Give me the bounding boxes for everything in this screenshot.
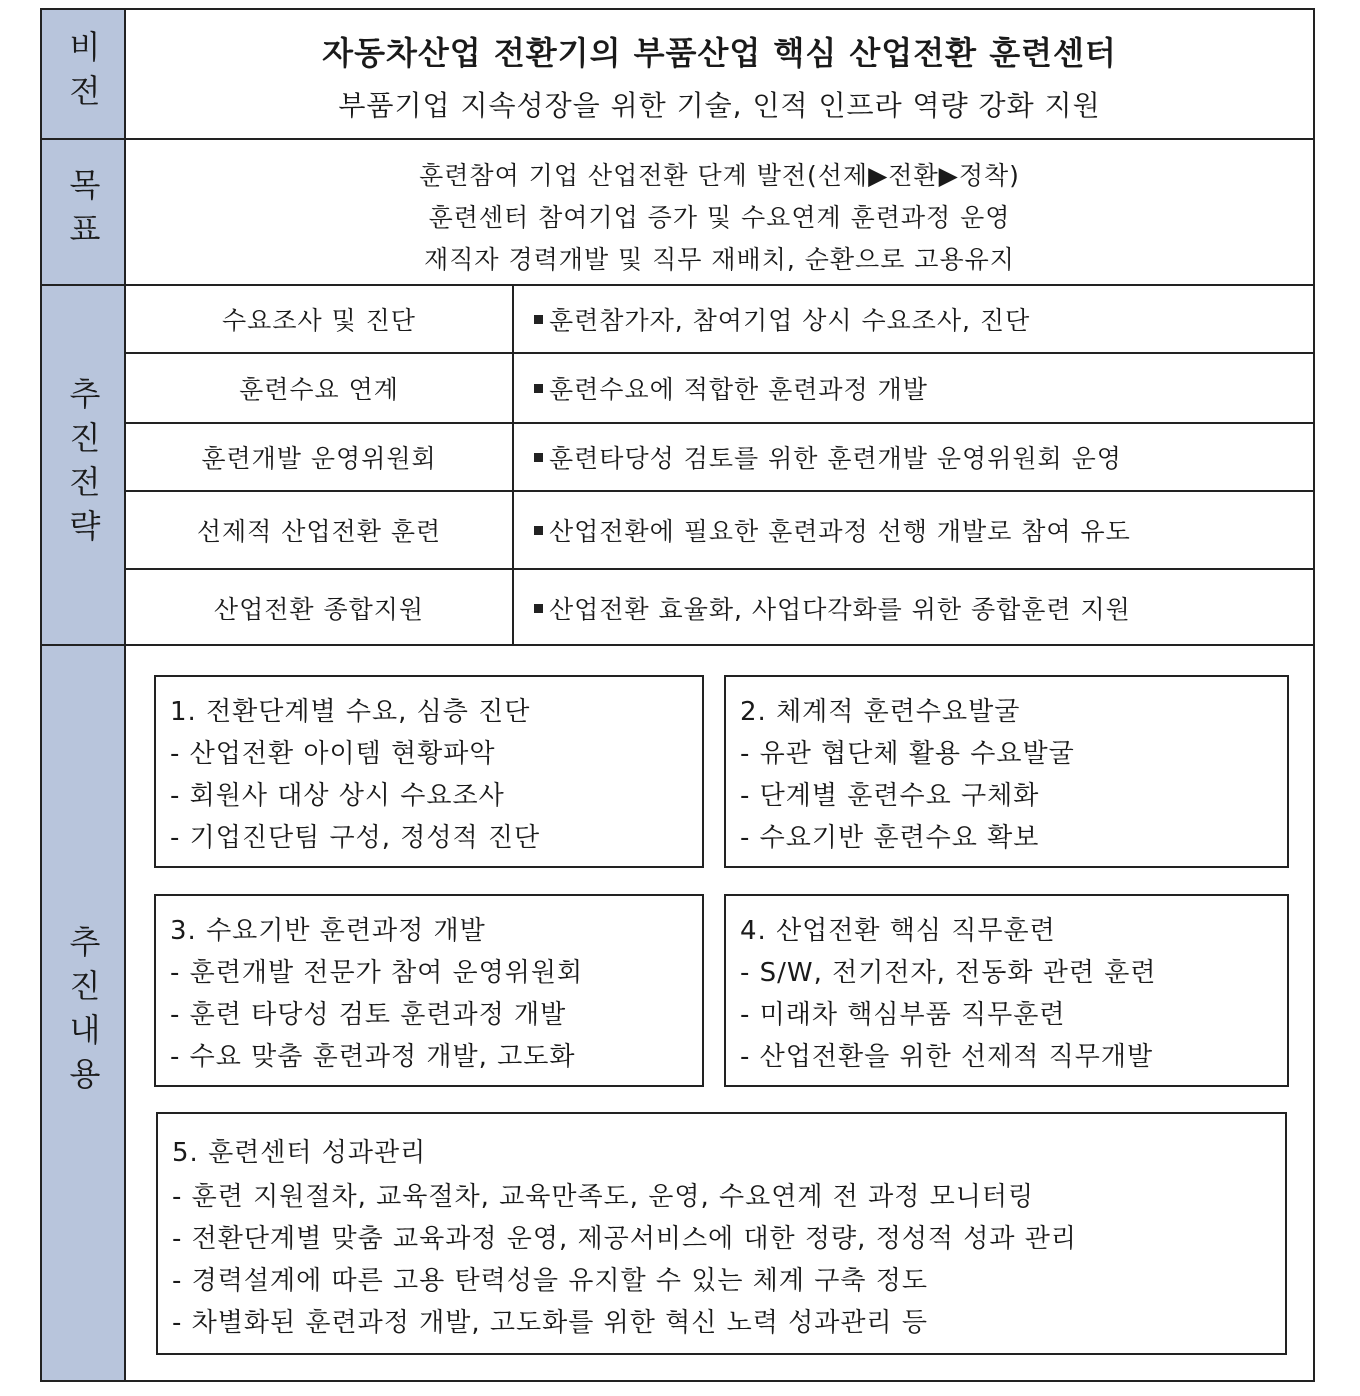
box-item: - 회원사 대상 상시 수요조사 bbox=[170, 781, 505, 811]
strategy-row bbox=[42, 286, 1313, 646]
content-box-5 bbox=[156, 1112, 1287, 1355]
box-item: - 유관 협단체 활용 수요발굴 bbox=[740, 739, 1075, 769]
strategy-item bbox=[126, 286, 1313, 354]
vision-row bbox=[42, 10, 1313, 140]
content-box-3 bbox=[154, 894, 704, 1087]
box-item: - 훈련개발 전문가 참여 운영위원회 bbox=[170, 958, 584, 988]
strategy-desc: 산업전환 효율화, 사업다각화를 위한 종합훈련 지원 bbox=[549, 595, 1131, 624]
content-row bbox=[42, 646, 1313, 1380]
box-item: - 수요기반 훈련수요 확보 bbox=[740, 823, 1040, 853]
strategy-name: 훈련수요 연계 bbox=[126, 354, 514, 422]
box-item: - 산업전환을 위한 선제적 직무개발 bbox=[740, 1042, 1154, 1072]
strategy-desc-cell bbox=[514, 492, 1313, 568]
strategy-name: 산업전환 종합지원 bbox=[126, 570, 514, 646]
strategy-item bbox=[126, 354, 1313, 424]
strategy-desc: 산업전환에 필요한 훈련과정 선행 개발로 참여 유도 bbox=[549, 517, 1131, 546]
box-item: - 단계별 훈련수요 구체화 bbox=[740, 781, 1040, 811]
content-area bbox=[126, 646, 1313, 1380]
box-title: 2. 체계적 훈련수요발굴 bbox=[740, 697, 1021, 727]
box-item: - 경력설계에 따른 고용 탄력성을 유지할 수 있는 체계 구축 정도 bbox=[172, 1266, 928, 1296]
strategy-desc: 훈련참가자, 참여기업 상시 수요조사, 진단 bbox=[549, 306, 1031, 335]
box-item: - 훈련 타당성 검토 훈련과정 개발 bbox=[170, 1000, 567, 1030]
content-label: 추진내용 bbox=[64, 925, 102, 1101]
box-title: 4. 산업전환 핵심 직무훈련 bbox=[740, 916, 1056, 946]
strategy-name: 수요조사 및 진단 bbox=[126, 286, 514, 352]
strategy-name: 선제적 산업전환 훈련 bbox=[126, 492, 514, 568]
square-bullet-icon bbox=[534, 604, 543, 613]
vision-table bbox=[40, 8, 1315, 1382]
box-item: - 훈련 지원절차, 교육절차, 교육만족도, 운영, 수요연계 전 과정 모니터링 bbox=[172, 1182, 1035, 1212]
strategy-desc-cell bbox=[514, 424, 1313, 490]
square-bullet-icon bbox=[534, 315, 543, 324]
strategy-name: 훈련개발 운영위원회 bbox=[126, 424, 514, 490]
strategy-desc-cell bbox=[514, 354, 1313, 422]
vision-content bbox=[126, 10, 1313, 138]
vision-label: 비전 bbox=[64, 30, 102, 118]
vision-subtitle: 부품기업 지속성장을 위한 기술, 인적 인프라 역량 강화 지원 bbox=[338, 89, 1101, 122]
strategy-item bbox=[126, 570, 1313, 646]
strategy-label: 추진전략 bbox=[64, 377, 102, 553]
box-title: 1. 전환단계별 수요, 심층 진단 bbox=[170, 697, 531, 727]
strategy-label-cell bbox=[42, 286, 126, 644]
goal-label: 목표 bbox=[64, 168, 102, 256]
box-title: 5. 훈련센터 성과관리 bbox=[172, 1138, 427, 1168]
content-box-1 bbox=[154, 675, 704, 868]
strategy-item bbox=[126, 424, 1313, 492]
goal-label-cell bbox=[42, 140, 126, 284]
square-bullet-icon bbox=[534, 453, 543, 462]
content-label-cell bbox=[42, 646, 126, 1380]
box-item: - 미래차 핵심부품 직무훈련 bbox=[740, 1000, 1066, 1030]
goal-line: 재직자 경력개발 및 직무 재배치, 순환으로 고용유지 bbox=[424, 245, 1015, 274]
strategy-item bbox=[126, 492, 1313, 570]
box-item: - 산업전환 아이템 현황파악 bbox=[170, 739, 496, 769]
strategy-desc-cell bbox=[514, 286, 1313, 352]
strategy-content bbox=[126, 286, 1313, 644]
box-title: 3. 수요기반 훈련과정 개발 bbox=[170, 916, 486, 946]
box-item: - 차별화된 훈련과정 개발, 고도화를 위한 혁신 노력 성과관리 등 bbox=[172, 1308, 928, 1338]
goal-content bbox=[126, 140, 1313, 284]
strategy-desc: 훈련타당성 검토를 위한 훈련개발 운영위원회 운영 bbox=[549, 444, 1122, 473]
square-bullet-icon bbox=[534, 384, 543, 393]
content-box-4 bbox=[724, 894, 1289, 1087]
box-item: - S/W, 전기전자, 전동화 관련 훈련 bbox=[740, 958, 1157, 988]
box-item: - 전환단계별 맞춤 교육과정 운영, 제공서비스에 대한 정량, 정성적 성과 관리 bbox=[172, 1224, 1078, 1254]
strategy-desc: 훈련수요에 적합한 훈련과정 개발 bbox=[549, 375, 928, 404]
vision-label-cell bbox=[42, 10, 126, 138]
content-box-2 bbox=[724, 675, 1289, 868]
strategy-desc-cell bbox=[514, 570, 1313, 646]
vision-title: 자동차산업 전환기의 부품산업 핵심 산업전환 훈련센터 bbox=[322, 34, 1117, 72]
goal-line: 훈련참여 기업 산업전환 단계 발전(선제▶전환▶정착) bbox=[419, 161, 1020, 190]
goal-row bbox=[42, 140, 1313, 286]
box-item: - 기업진단팀 구성, 정성적 진단 bbox=[170, 823, 541, 853]
goal-line: 훈련센터 참여기업 증가 및 수요연계 훈련과정 운영 bbox=[428, 203, 1011, 232]
box-item: - 수요 맞춤 훈련과정 개발, 고도화 bbox=[170, 1042, 576, 1072]
square-bullet-icon bbox=[534, 526, 543, 535]
